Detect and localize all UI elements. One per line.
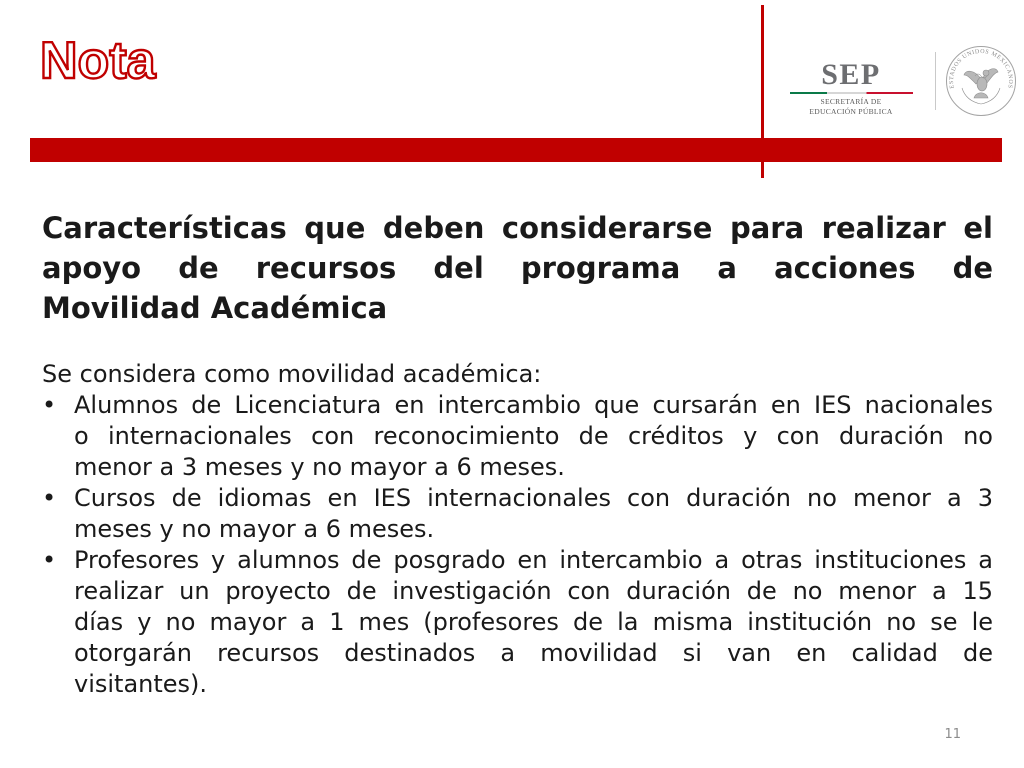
bullet-line: Cursos de idiomas en IES internacionales con duración no menor a 3 <box>74 484 993 512</box>
slide-body <box>42 359 993 700</box>
bullet-item <box>42 545 993 700</box>
sep-name-line-1: SECRETARÍA DE <box>820 97 882 106</box>
logo-divider <box>935 52 936 110</box>
heading-line: Características que deben considerarse para realizar el <box>42 211 993 245</box>
sep-tricolor-rule <box>790 92 913 94</box>
bullet-line: meses y no mayor a 6 meses. <box>74 515 435 543</box>
heading-line: Movilidad Académica <box>42 291 388 325</box>
eagle-body <box>977 77 987 91</box>
bullet-line: realizar un proyecto de investigación con duración de no menor a 15 <box>74 577 993 605</box>
bullet-line: menor a 3 meses y no mayor a 6 meses. <box>74 453 565 481</box>
eagle-icon <box>962 69 1000 104</box>
bullet-marker: • <box>42 391 57 419</box>
bullet-list <box>42 390 993 700</box>
bullet-line: otorgarán recursos destinados a movilidad si van en calidad de <box>74 639 993 667</box>
bullet-line: o internacionales con reconocimiento de créditos y con duración no <box>74 422 993 450</box>
sep-logo <box>780 60 922 120</box>
bullet-line: Profesores y alumnos de posgrado en intercambio a otras instituciones a <box>74 546 993 574</box>
bullet-line: Alumnos de Licenciatura en intercambio que cursarán en IES nacionales <box>74 391 993 419</box>
bullet-marker: • <box>42 484 57 512</box>
sep-acronym: SEP <box>821 58 881 91</box>
bullet-item <box>42 483 993 545</box>
bullet-line: visitantes). <box>74 670 208 698</box>
national-seal-icon <box>945 45 1017 117</box>
intro-text: Se considera como movilidad académica: <box>42 360 542 388</box>
bullet-marker: • <box>42 546 57 574</box>
eagle-head <box>983 70 989 76</box>
heading-line: apoyo de recursos del programa a acciones de <box>42 251 993 285</box>
slide-title: Nota <box>40 32 156 90</box>
cactus <box>974 93 988 98</box>
bullet-item <box>42 390 993 483</box>
seal-lettering: ESTADOS UNIDOS MEXICANOS <box>948 48 1014 90</box>
bullet-line: días y no mayor a 1 mes (profesores de la misma institución no se le <box>74 608 993 636</box>
header-red-band <box>30 138 1002 162</box>
slide-heading <box>42 208 993 328</box>
page-number: 11 <box>944 727 961 742</box>
sep-name-line-2: EDUCACIÓN PÚBLICA <box>809 107 893 116</box>
